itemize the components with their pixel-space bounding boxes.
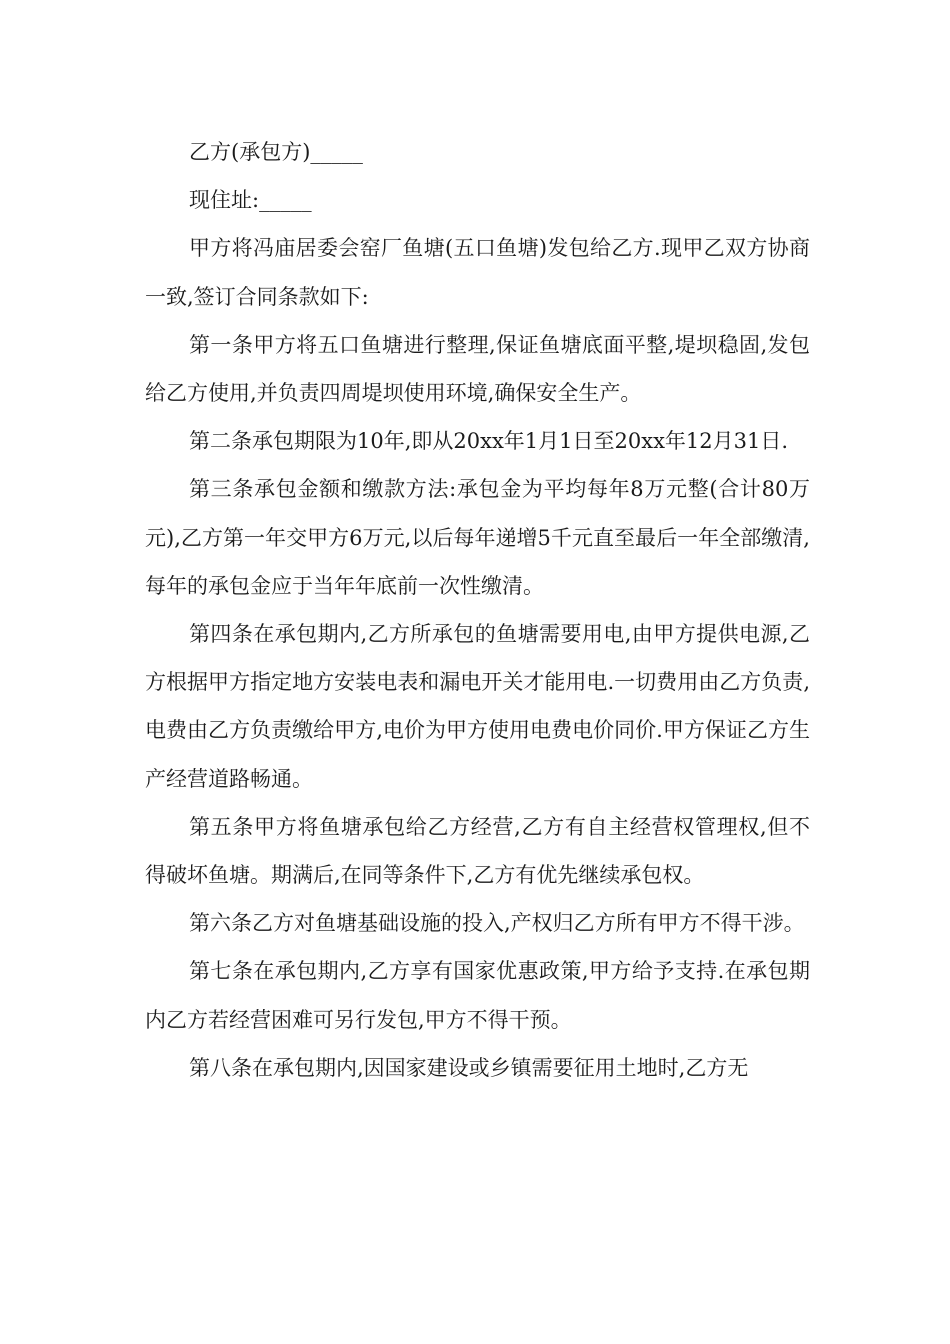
article-7: 第七条在承包期内,乙方享有国家优惠政策,甲方给予支持.在承包期内乙方若经营困难可另行发包,甲方不得干预。 (145, 959, 810, 1032)
article-1: 第一条甲方将五口鱼塘进行整理,保证鱼塘底面平整,堤坝稳固,发包给乙方使用,并负责四周堤坝使用环境,确保安全生产。 (145, 332, 810, 406)
article-5: 第五条甲方将鱼塘承包给乙方经营,乙方有自主经营权管理权,但不得破坏鱼塘。期满后,在同等条件下,乙方有优先继续承包权。 (145, 814, 810, 888)
document-body (145, 128, 810, 1092)
article-4: 第四条在承包期内,乙方所承包的鱼塘需要用电,由甲方提供电源,乙方根据甲方指定地方安装电表和漏电开关才能用电.一切费用由乙方负责,电费由乙方负责缴给甲方,电价为甲方使用电费电价同价.甲方保证乙方生产经营道路畅通。 (145, 622, 810, 791)
article-3: 第三条承包金额和缴款方法:承包金为平均每年8万元整(合计80万元),乙方第一年交甲方6万元,以后每年递增5千元直至最后一年全部缴清,每年的承包金应于当年年底前一次性缴清。 (145, 477, 810, 598)
article-8: 第八条在承包期内,因国家建设或乡镇需要征用土地时,乙方无 (189, 1055, 749, 1080)
party-b-line: 乙方(承包方)_____ (189, 140, 363, 164)
article-6: 第六条乙方对鱼塘基础设施的投入,产权归乙方所有甲方不得干涉。 (189, 911, 805, 936)
preamble-paragraph: 甲方将冯庙居委会窑厂鱼塘(五口鱼塘)发包给乙方.现甲乙双方协商一致,签订合同条款如下: (145, 236, 810, 309)
address-line: 现住址:_____ (189, 188, 312, 213)
article-2: 第二条承包期限为10年,即从20xx年1月1日至20xx年12月31日. (189, 429, 789, 454)
